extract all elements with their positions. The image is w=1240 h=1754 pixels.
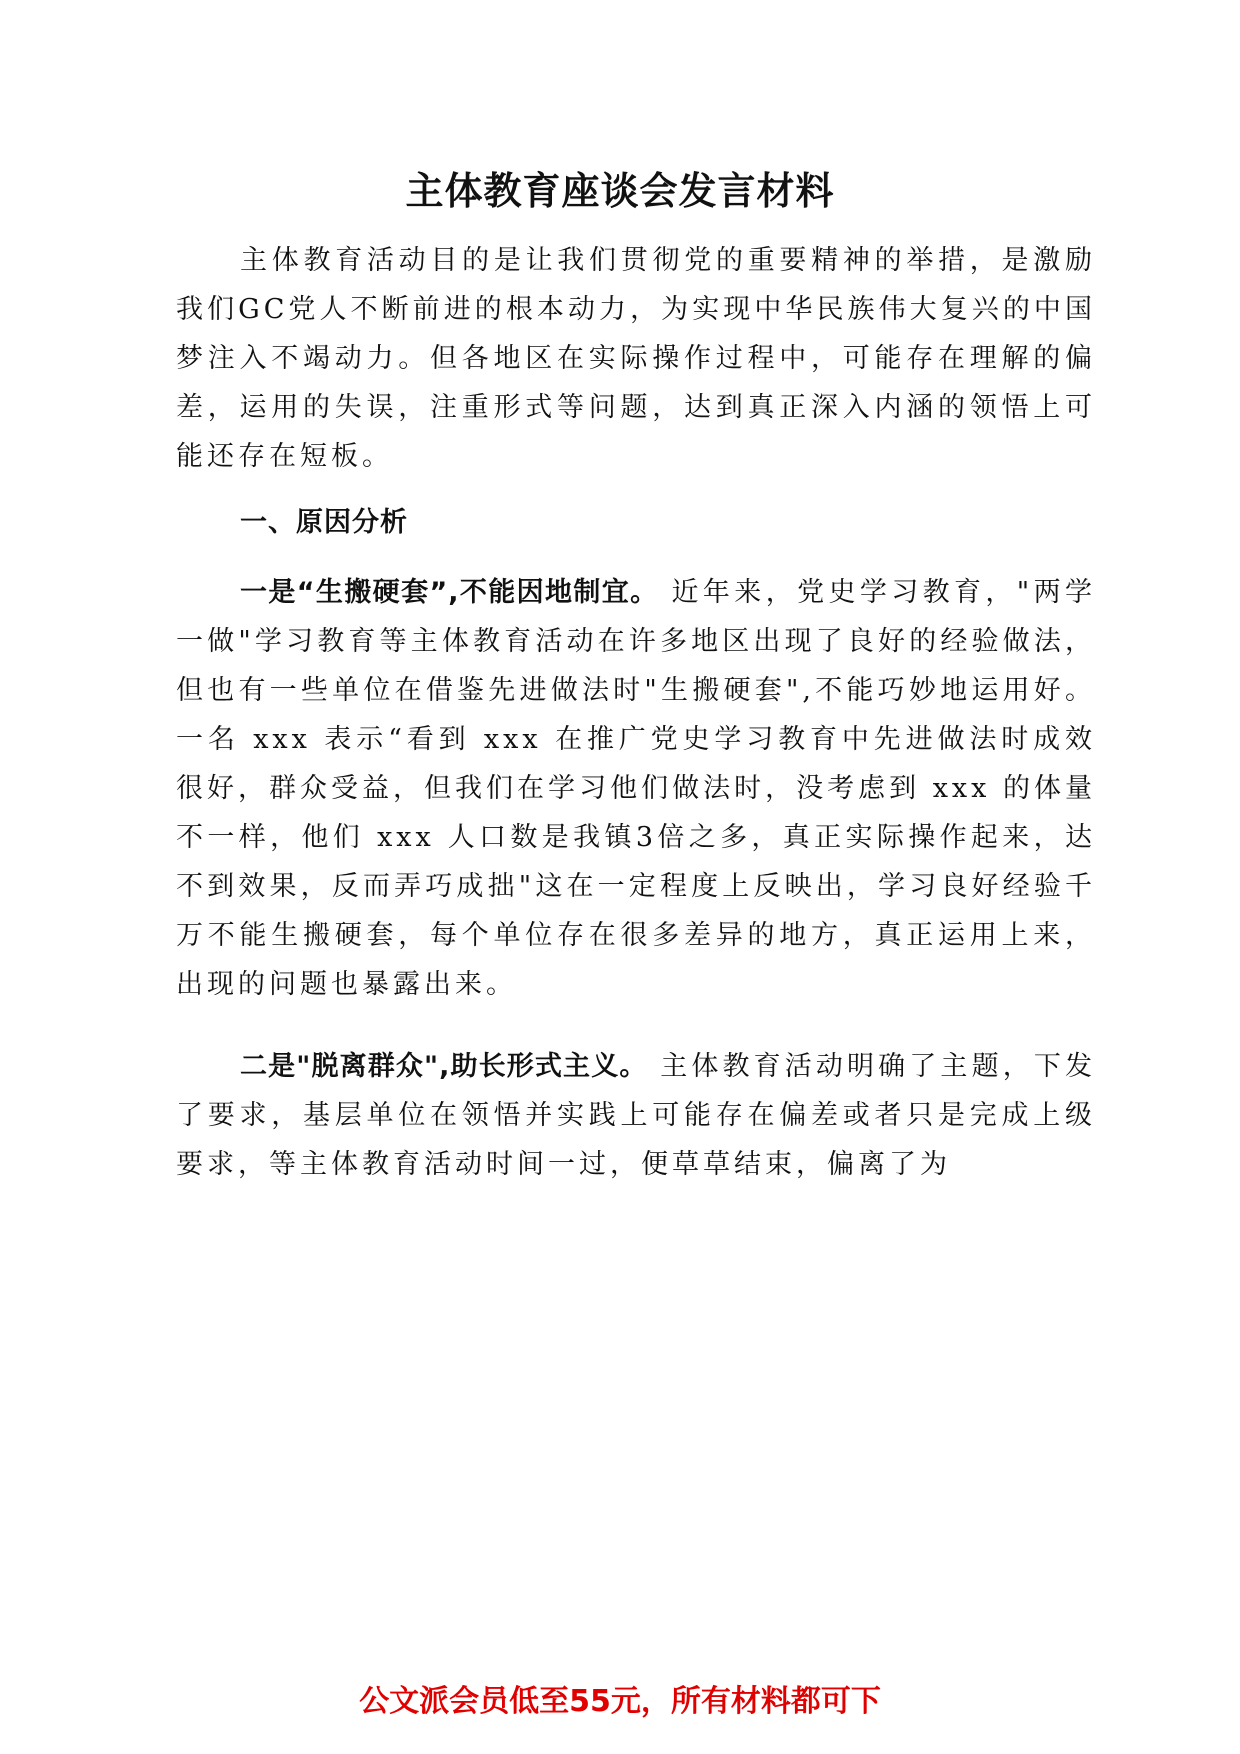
footer-promo: 公文派会员低至55元，所有材料都可下 bbox=[359, 1684, 881, 1719]
document-title: 主体教育座谈会发言材料 bbox=[405, 169, 835, 213]
point-one-body: 近年来，党史学习教育，"两学一做"学习教育等主体教育活动在许多地区出现了良好的经验做法，但也有一些单位在借鉴先进做法时"生搬硬套",不能巧妙地运用好。 一名 xxx 表示“看到 xxx 在推广党史学习教育中先进做法时成效很好，群众受益，但我们在学习他们做法时，没考虑到 xxx 的体量不一样，他们 xxx 人口数是我镇3倍之多，真正实际操作起来，达不到效果，反而弄巧成拙"这在一定程度上反映出，学习良好经验千万不能生搬硬套，每个单位存在很多差异的地方，真正运用上来，出现的问题也暴露出来。 bbox=[176, 577, 1096, 1000]
point-two-paragraph bbox=[176, 1042, 1096, 1189]
point-two-lead: 二是"脱离群众",助长形式主义。 bbox=[240, 1051, 648, 1082]
point-one-lead: 一是“生搬硬套”,不能因地制宜。 bbox=[240, 577, 659, 608]
point-two-body: 主体教育活动明确了主题，下发了要求，基层单位在领悟并实践上可能存在偏差或者只是完成上级要求，等主体教育活动时间一过，便草草结束，偏离了为 bbox=[176, 1051, 1096, 1180]
section-heading: 一、原因分析 bbox=[240, 507, 408, 538]
point-one-paragraph bbox=[176, 568, 1096, 1009]
intro-paragraph: 主体教育活动目的是让我们贯彻党的重要精神的举措，是激励我们GC党人不断前进的根本动力，为实现中华民族伟大复兴的中国梦注入不竭动力。但各地区在实际操作过程中，可能存在理解的偏差，运用的失误，注重形式等问题，达到真正深入内涵的领悟上可能还存在短板。 bbox=[176, 245, 1096, 472]
